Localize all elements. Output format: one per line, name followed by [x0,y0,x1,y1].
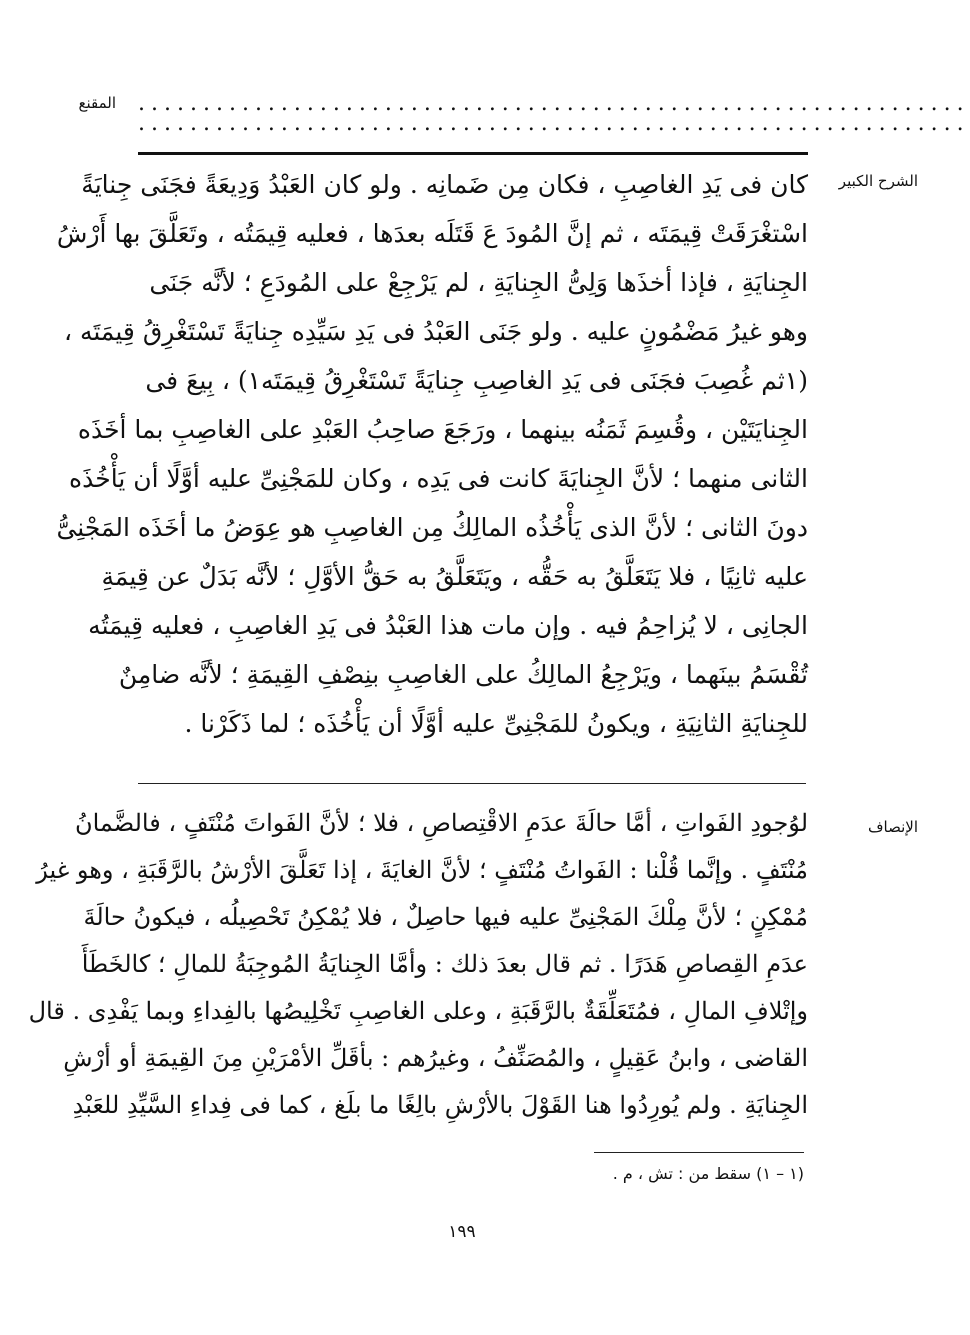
header-divider [138,152,808,155]
insaf-line: الجِنايَةِ . ولم يُورِدُوا هنا القَوْلَ بالأرْشِ بالِغًا ما بلَغ ، كما فى فِداءِ السَّيِّدِ للعَبْدِ [72,1091,808,1119]
sharh-line: الجِنايَتَيْن ، وقُسِمَ ثَمَنُه بينهما ، ورَجَعَ صاحِبُ العَبْدِ على الغاصِبِ بما أخَذَه [77,415,808,444]
sharh-line: اسْتغْرَقَتْ قِيمَتَه ، ثم إنَّ المُودَ عَ قَتَلَه بعدَها ، فعليه قِيمَتُه ، وتَعَلَّقَ بها أَرْشُ [56,219,808,248]
muqni-dotted-line: ................................................................ [138,91,970,116]
sharh-line: الثانى منهما ؛ لأنَّ الجِنايَةَ كانت فى يَدِه ، وكان للمَجْنِىِّ عليه أوَّلًا أن يَأْخُذَه [69,464,808,493]
insaf-section-label: الإنصاف [867,818,918,836]
page-number: ١٩٩ [448,1222,476,1242]
insaf-line: مُنْتَفٍ . وإنَّما قُلْنا : الفَواتُ مُنْتَفٍ ؛ لأنَّ الغايَةَ ، إذا تَعَلَّقَ الأرْشُ بالرَّقَبَةِ ، وهو غيرُ [36,856,808,884]
muqni-dotted-line-2: ................................................................ [138,111,970,136]
sharh-line: الجانِى ، لا يُزاحِمُ فيه . وإن مات هذا العَبْدُ فى يَدِ الغاصِبِ ، فعليه قِيمَتُه [88,611,808,640]
insaf-line: لوُجودِ الفَواتِ ، أمَّا حالَةَ عدَمِ الاقْتِصاصِ ، فلا ؛ لأنَّ الفَواتَ مُنْتَفٍ ، فالضَّمانُ [74,809,808,837]
sharh-line: وهو غيرُ مَضْمُونٍ عليه . ولو جَنَى العَبْدُ فى يَدِ سَيِّدِه جِنايَةً تَسْتَغْرِقُ قِيمَتَه ، [63,317,808,346]
insaf-line: وإتْلافِ المالِ ، فمُتَعَلِّقَةٌ بالرَّقَبَةِ ، وعلى الغاصِبِ تَخْلِيصُها بالفِداءِ وبما يَفْدِى . قال [28,997,808,1025]
sharh-line: للجِنايَةِ الثانِيَةِ ، ويكونُ للمَجْنِىِّ عليه أوَّلًا أن يَأْخُذَه ؛ لما ذَكَرْنا . [184,709,808,738]
section-divider [138,783,806,784]
footnote: (١ – ١) سقط من : تش ، م . [612,1164,804,1183]
sharh-line: تُقْسَمُ بينَهما ، ويَرْجِعُ المالِكُ على الغاصِبِ بنِصْفِ القِيمَةِ ؛ لأنَّه ضامِنٌ [118,660,808,689]
insaf-line: مُمْكِنٍ ؛ لأنَّ مِلْكَ المَجْنِىِّ عليه فيها حاصِلٌ ، فلا يُمْكِنُ تَحْصِيلُه ، فيكونُ حالَةَ [83,903,808,931]
sharh-line: (١ثم غُصِبَ فجَنَى فى يَدِ الغاصِبِ جِنايَةً تَسْتَغْرِقُ قِيمَتَه١) ، بِيعَ فى [145,366,808,395]
footnote-divider [594,1152,804,1153]
insaf-line: عدَمِ القِصاصِ هَدَرًا . ثم قال بعدَ ذلك : وأمَّا الجِنايَةُ المُوجِبَةُ للمالِ ؛ كالخَطَأَ [81,950,808,978]
insaf-text-block [28,800,808,1129]
sharh-section-label: الشرح الكبير [838,172,918,190]
sharh-line: الجِنايَةِ ، فإذا أخذَها وَلِىُّ الجِنايَةِ ، لم يَرْجِعْ على المُودَعِ ؛ لأنَّه جَنَى [149,268,808,297]
sharh-line: عليه ثانِيًا ، فلا يَتَعَلَّقُ به حَقُّه ، ويَتَعَلَّقُ به حَقُّ الأوَّلِ ؛ لأنَّه بَدَلٌ عن قِيمَةِ [101,562,808,591]
book-title-label: المقنع [78,94,116,112]
sharh-text-block [56,160,808,748]
sharh-line: دونَ الثانى ؛ لأنَّ الذى يَأْخُذُه المالِكُ مِن الغاصِبِ هو عِوَضُ ما أخَذَه المَجْنِىُّ [56,513,808,542]
sharh-line: كان فى يَدِ الغاصِبِ ، فكان مِن ضَمانِه . ولو كان العَبْدُ وَدِيعَةً فجَنَى جِنايَةً [81,170,808,199]
insaf-line: القاضى ، وابنُ عَقِيلٍ ، والمُصَنِّفُ ، وغيرُهم : بأقَلِّ الأمْرَيْنِ مِنَ القِيمَةِ أو أرْشِ [63,1044,808,1072]
